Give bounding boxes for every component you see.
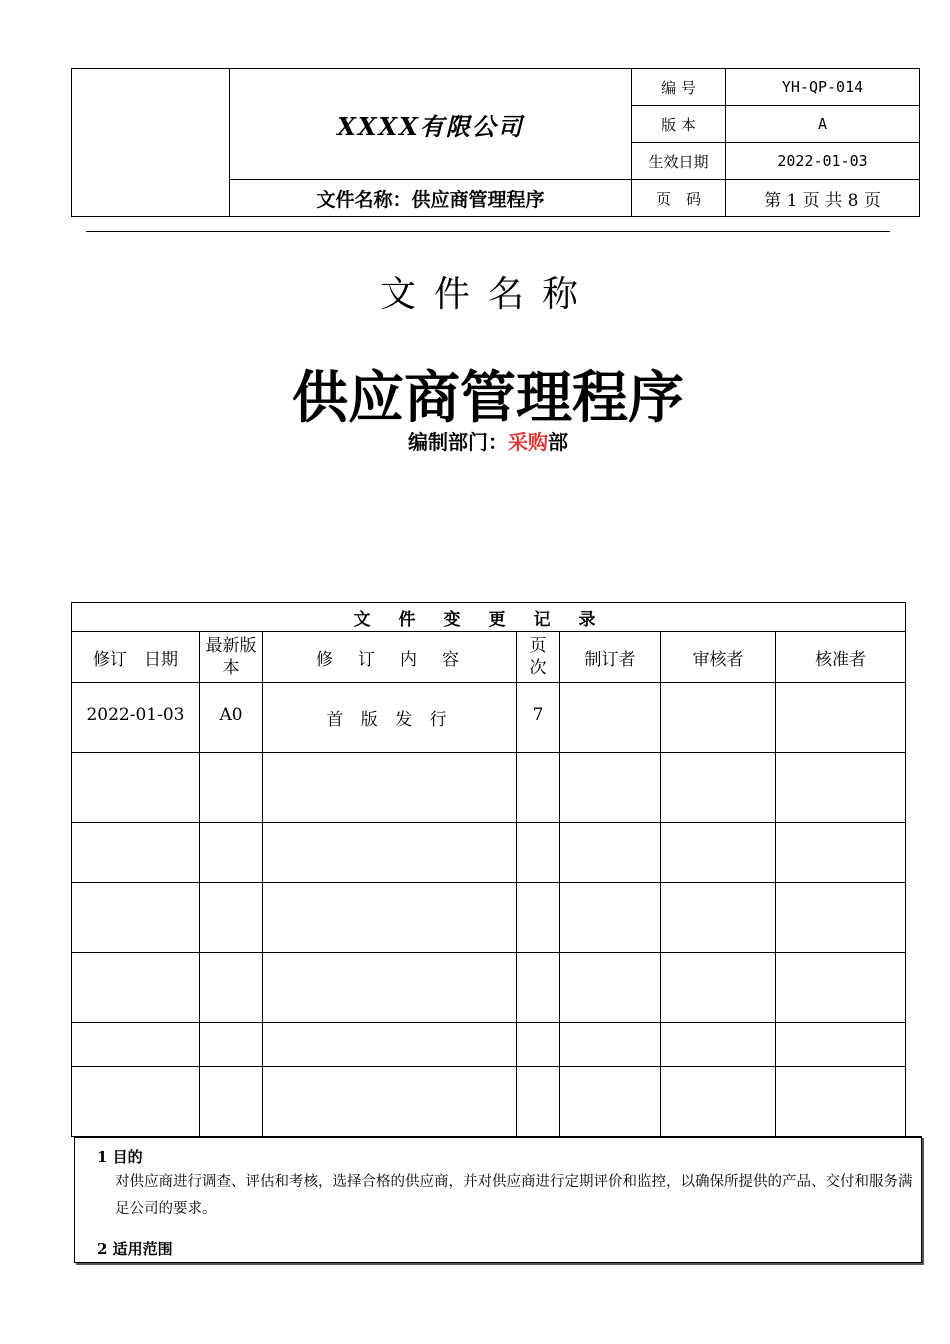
- record-cell-reviewer: [661, 1023, 776, 1067]
- record-cell-reviewer: [661, 683, 776, 753]
- record-cell-approver: [776, 683, 906, 753]
- record-cell-reviewer: [661, 753, 776, 823]
- field-value-version: A: [726, 106, 920, 143]
- record-cell-content: [263, 753, 517, 823]
- record-cell-version: [200, 1023, 263, 1067]
- record-cell-page: [517, 1067, 560, 1137]
- header-document-name: 文件名称：供应商管理程序: [230, 180, 632, 217]
- record-cell-author: [560, 823, 661, 883]
- field-value-page: 第 1 页 共 8 页: [726, 180, 920, 217]
- department-prefix: 编制部门：: [408, 430, 508, 454]
- department-name: 采购: [508, 430, 548, 454]
- section-2-title: 2 适用范围: [97, 1240, 173, 1258]
- change-record-row: [72, 883, 906, 953]
- field-label-number: 编 号: [632, 69, 726, 106]
- record-cell-page: [517, 1023, 560, 1067]
- record-cell-version: A0: [200, 683, 263, 753]
- change-record-row: [72, 1067, 906, 1137]
- record-cell-version: [200, 753, 263, 823]
- col-header-reviewer: 审核者: [661, 632, 776, 683]
- record-cell-approver: [776, 883, 906, 953]
- record-cell-version: [200, 883, 263, 953]
- record-cell-approver: [776, 823, 906, 883]
- change-record-row: [72, 823, 906, 883]
- change-record-header-row: [72, 632, 906, 683]
- record-cell-approver: [776, 953, 906, 1023]
- department-line: [0, 426, 950, 455]
- field-label-effective-date: 生效日期: [632, 143, 726, 180]
- record-cell-date: 2022-01-03: [72, 683, 200, 753]
- record-cell-reviewer: [661, 1067, 776, 1137]
- col-header-page: 页次: [517, 632, 560, 683]
- record-cell-date: [72, 953, 200, 1023]
- record-cell-content: [263, 823, 517, 883]
- record-cell-content: [263, 1067, 517, 1137]
- record-cell-content: [263, 953, 517, 1023]
- record-cell-page: [517, 953, 560, 1023]
- record-cell-approver: [776, 753, 906, 823]
- record-cell-author: [560, 753, 661, 823]
- record-cell-reviewer: [661, 823, 776, 883]
- section-1-text: 对供应商进行调查、评估和考核，选择合格的供应商，并对供应商进行定期评价和监控，以确保所提供的产品、交付和服务满足公司的要求。: [115, 1174, 913, 1217]
- record-cell-reviewer: [661, 883, 776, 953]
- col-header-version: 最新版本: [200, 632, 263, 683]
- change-record-title: 文件变更记录: [72, 603, 906, 632]
- field-label-page: 页 码: [632, 180, 726, 217]
- record-cell-author: [560, 683, 661, 753]
- header-divider: [86, 231, 890, 232]
- company-name: XXXX有限公司: [230, 69, 632, 180]
- record-cell-author: [560, 883, 661, 953]
- record-cell-content: [263, 883, 517, 953]
- record-cell-date: [72, 1023, 200, 1067]
- department-suffix: 部: [548, 430, 568, 454]
- record-cell-page: [517, 883, 560, 953]
- record-cell-reviewer: [661, 953, 776, 1023]
- logo-cell: [72, 69, 230, 217]
- record-cell-content: [263, 1023, 517, 1067]
- record-cell-content: 首 版 发 行: [263, 683, 517, 753]
- change-record-row: [72, 683, 906, 753]
- record-cell-author: [560, 953, 661, 1023]
- record-cell-date: [72, 883, 200, 953]
- record-cell-date: [72, 753, 200, 823]
- cover-label: 文件名称: [379, 274, 596, 315]
- col-header-approver: 核准者: [776, 632, 906, 683]
- record-cell-page: [517, 753, 560, 823]
- field-label-version: 版 本: [632, 106, 726, 143]
- change-record-row: [72, 1023, 906, 1067]
- record-cell-version: [200, 953, 263, 1023]
- record-cell-page: 7: [517, 683, 560, 753]
- content-section: [74, 1136, 922, 1263]
- record-cell-date: [72, 823, 200, 883]
- record-cell-date: [72, 1067, 200, 1137]
- col-header-author: 制订者: [560, 632, 661, 683]
- change-record-row: [72, 753, 906, 823]
- record-cell-version: [200, 823, 263, 883]
- record-cell-approver: [776, 1067, 906, 1137]
- record-cell-page: [517, 823, 560, 883]
- change-record-row: [72, 953, 906, 1023]
- field-value-effective-date: 2022-01-03: [726, 143, 920, 180]
- section-1-title: 1 目的: [97, 1148, 143, 1166]
- col-header-date: 修订 日期: [72, 632, 200, 683]
- field-value-number: YH-QP-014: [726, 69, 920, 106]
- change-record-body: [72, 683, 906, 1137]
- document-header-table: [71, 68, 920, 217]
- record-cell-version: [200, 1067, 263, 1137]
- record-cell-author: [560, 1067, 661, 1137]
- change-record-table: [71, 602, 906, 1137]
- col-header-content: 修 订 内 容: [263, 632, 517, 683]
- record-cell-approver: [776, 1023, 906, 1067]
- record-cell-author: [560, 1023, 661, 1067]
- cover-title: 供应商管理程序: [292, 366, 684, 431]
